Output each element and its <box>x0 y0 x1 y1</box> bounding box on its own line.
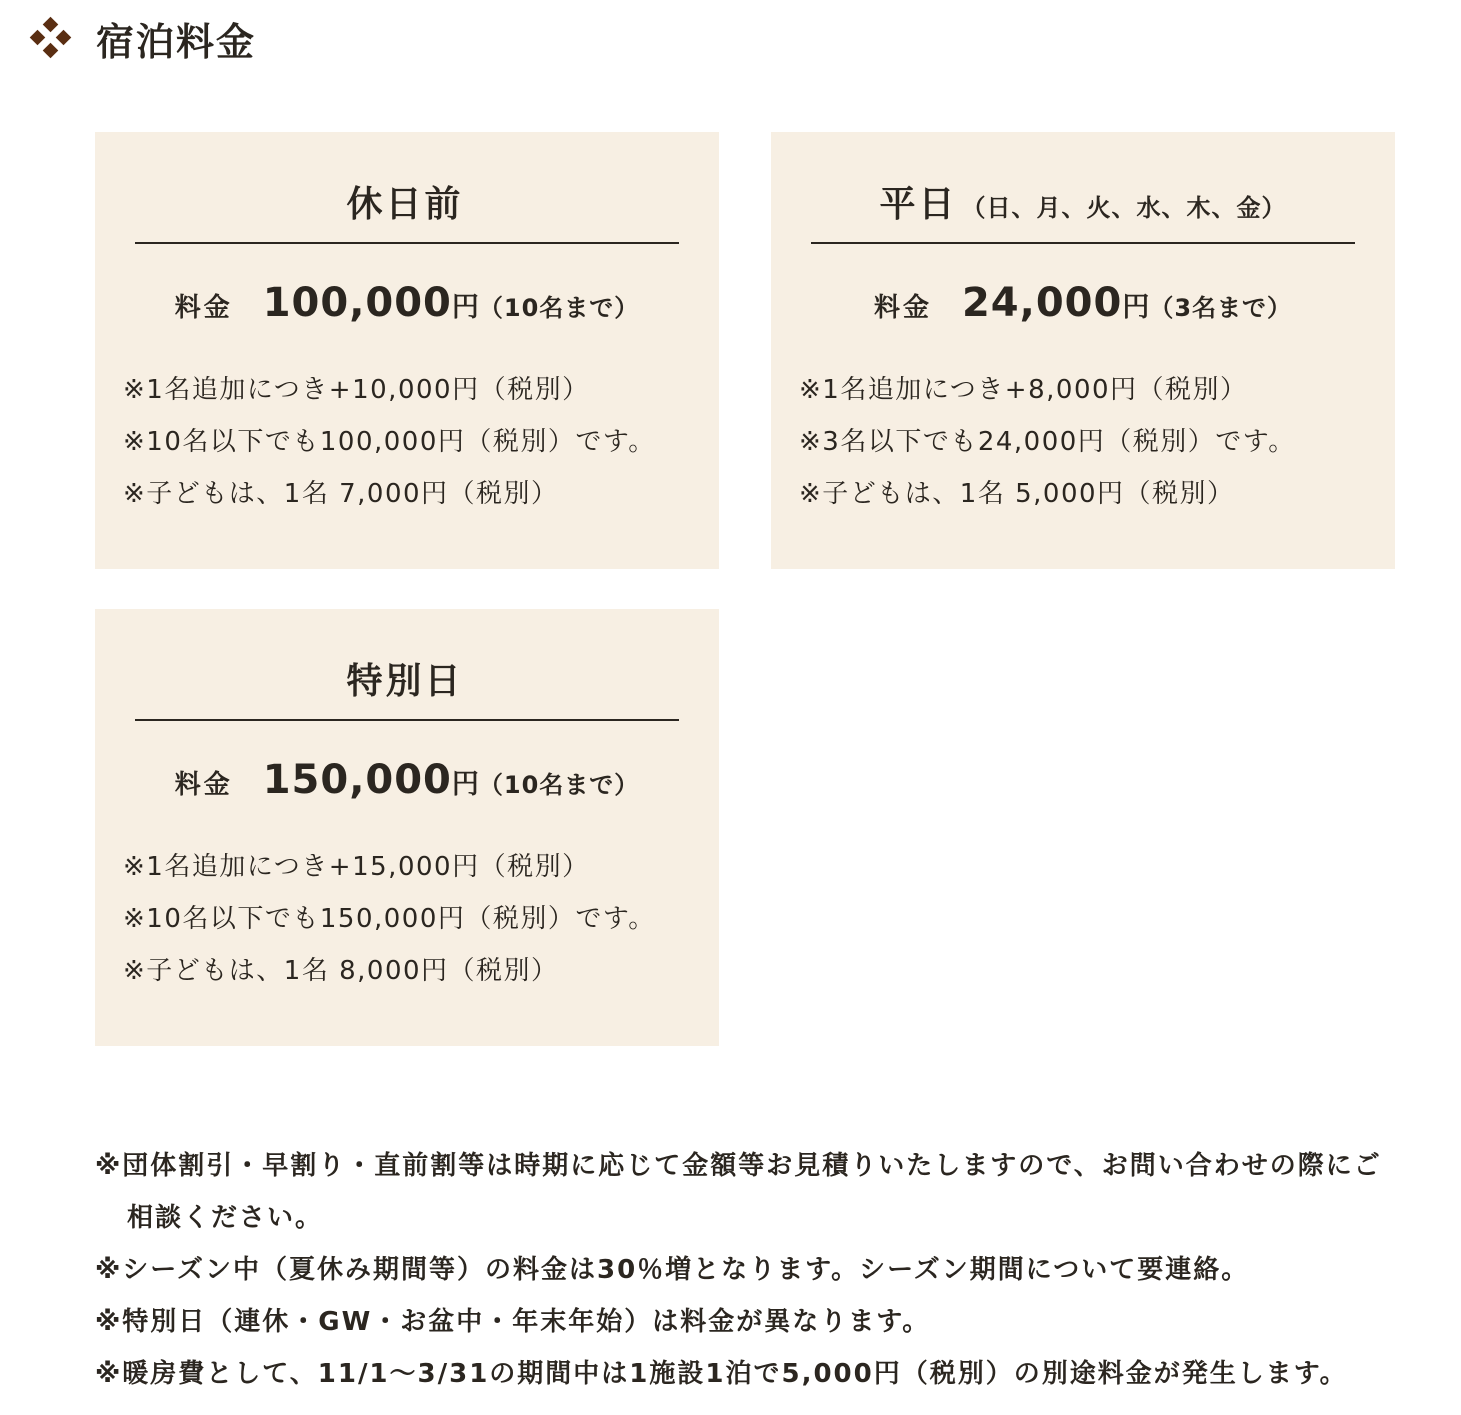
price-unit: 円 <box>451 292 479 323</box>
price-row <box>95 280 719 334</box>
footnote-item: ※特別日（連休・GW・お盆中・年末年始）は料金が異なります。 <box>95 1307 931 1337</box>
notes-list <box>123 364 656 520</box>
note-item: ※1名追加につき+8,000円（税別） <box>799 375 1248 405</box>
price-amount: 100,000 <box>262 280 452 326</box>
price-label: 料金 <box>873 293 932 323</box>
footnote-item: ※シーズン中（夏休み期間等）の料金は30％増となります。シーズン期間について要連絡。 <box>95 1255 1250 1285</box>
rate-card-special-day <box>95 609 719 1046</box>
card-title <box>135 176 679 242</box>
card-title <box>135 653 679 719</box>
price-cap: （10名まで） <box>478 294 640 322</box>
four-diamond-ornament-icon <box>30 17 72 59</box>
rate-card-weekday <box>771 132 1395 569</box>
footnote-item: ※団体割引・早割り・直前割等は時期に応じて金額等お見積りいたしますので、お問い合わせの際にご相談ください。 <box>95 1151 1382 1233</box>
note-item: ※10名以下でも150,000円（税別）です。 <box>123 904 656 934</box>
price-label: 料金 <box>174 293 233 323</box>
notes-list <box>123 841 656 997</box>
price-amount: 24,000 <box>961 280 1123 326</box>
note-item: ※子どもは、1名 5,000円（税別） <box>799 479 1235 509</box>
price-amount: 150,000 <box>262 757 452 803</box>
notes-list <box>799 364 1296 520</box>
price-unit: 円 <box>1122 292 1150 323</box>
note-item: ※3名以下でも24,000円（税別）です。 <box>799 427 1296 457</box>
note-item: ※1名追加につき+10,000円（税別） <box>123 375 590 405</box>
price-row <box>95 757 719 811</box>
price-row <box>771 280 1395 334</box>
card-title <box>811 176 1355 242</box>
rate-card-holiday-eve <box>95 132 719 569</box>
note-item: ※1名追加につき+15,000円（税別） <box>123 852 590 882</box>
card-divider <box>135 242 679 244</box>
price-cap: （10名まで） <box>478 771 640 799</box>
note-item: ※子どもは、1名 8,000円（税別） <box>123 956 559 986</box>
note-item: ※10名以下でも100,000円（税別）です。 <box>123 427 656 457</box>
card-title-text: 平日 <box>879 184 958 225</box>
price-unit: 円 <box>451 769 479 800</box>
footnote-item: ※暖房費として、11/1〜3/31の期間中は1施設1泊で5,000円（税別）の別途料金が発生します。 <box>95 1359 1348 1389</box>
price-cap: （3名まで） <box>1149 294 1293 322</box>
card-title-sub: （日、月、火、水、木、金） <box>961 194 1287 222</box>
note-item: ※子どもは、1名 7,000円（税別） <box>123 479 559 509</box>
card-divider <box>811 242 1355 244</box>
card-divider <box>135 719 679 721</box>
section-heading <box>30 10 256 66</box>
footnotes-list <box>95 1140 1405 1400</box>
card-title-text: 休日前 <box>346 184 464 225</box>
section-title: 宿泊料金 <box>96 19 257 64</box>
price-label: 料金 <box>174 770 233 800</box>
card-title-text: 特別日 <box>346 661 464 702</box>
